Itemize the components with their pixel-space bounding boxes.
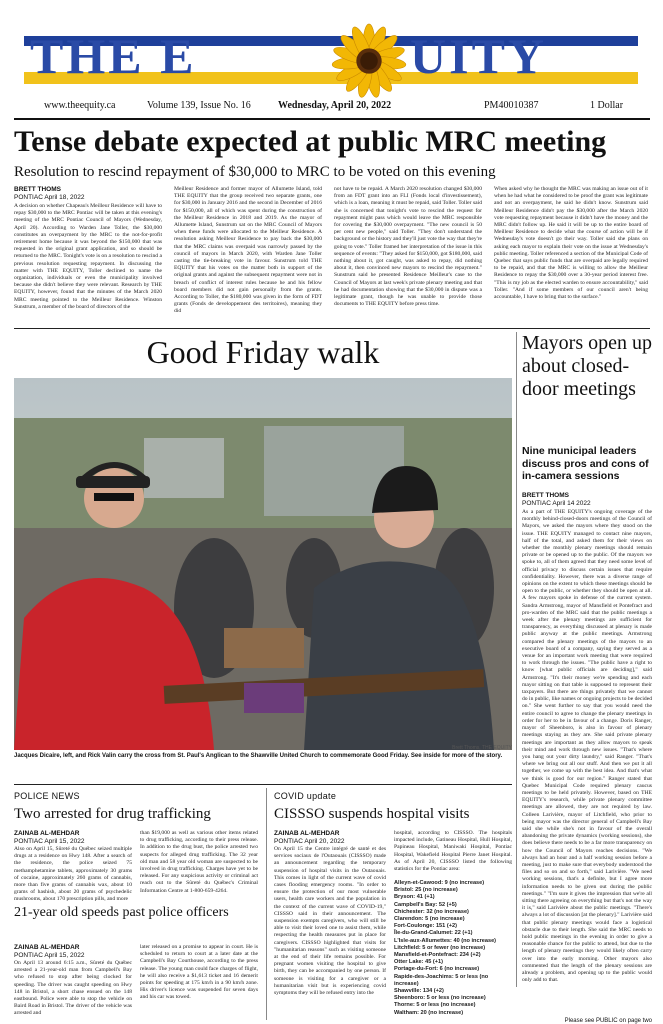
good-friday-photo: [14, 378, 512, 750]
lead-headline: Tense debate expected at public MRC meeting: [14, 125, 607, 158]
lead-column-1: [14, 186, 162, 327]
speed-dateline: PONTIAC April 15, 2022: [14, 952, 85, 959]
stat-line: Otter Lake: 45 (+1): [394, 959, 443, 966]
masthead: [0, 0, 663, 96]
mayors-author: BRETT THOMS: [522, 492, 569, 499]
police-body-1: Also on April 15, Sûreté du Québec seized multiple drugs at a residence on Hwy 148. After a search of the residence, the police seized 75 methamphetamine tablets, approximately 30 grams of cocaine, approximately 260 grams of cannabis, more than five grams of cannabis wax, about 10 grams of hashish, about 20 grams of psychedelic mushrooms, about 170 prescription pills, and more: [14, 846, 132, 903]
stat-line: Campbell's Bay: 52 (+5): [394, 901, 457, 908]
stat-line: Mansfield-et-Pontefract: 234 (+2): [394, 952, 481, 959]
covid-stats-list: [394, 880, 512, 1017]
lead-deck: Resolution to rescind repayment of $30,000 to MRC to be voted on this evening: [14, 164, 496, 180]
issue-info-bar: [0, 96, 663, 116]
stat-line: Alleyn-et-Cawood: 9 (no increase): [394, 880, 485, 886]
speed-headline: 21-year old speeds past police officers: [14, 905, 229, 920]
stat-line: Fort-Coulonge: 151 (+2): [394, 923, 457, 930]
covid-dateline: PONTIAC April 20, 2022: [274, 838, 345, 845]
volume-issue: Volume 139, Issue No. 16: [147, 100, 251, 111]
sidebar-divider: [516, 332, 517, 987]
lower-rule: [14, 784, 512, 785]
lead-body-2: Meilleur Residence and former mayor of Allumette Island, told THE EQUITY that the group received two separate grants, one for $30,000 in January 2016 and the second in December of 2016 for $150,000, all of which was spent during the construction of the Meilleur Residence in 2018 and 2019. As the mayor of Allumette Island, Sunstrum sat on the MRC Council of Mayors when these funds were allocated to the Meilleur Residence. A resolution asking Meilleur Residence to pay back the $30,000 that the MRC claims was overpaid was narrowly passed by the council of mayors in March 2020, with Warden Jane Toller casting the tie-breaking vote in favour. Sunstrum told THE EQUITY that his votes on the matter both in support of the original grants and against the subsequent repayment were not in breach of conflict of interest rules because he and his fellow board members did not gain personally from the grants. According to Toller, the $180,000 was given in the form of FDT grants (Fonds de developpement des territoires), meaning they did: [174, 186, 322, 315]
lead-body-4: When asked why he thought the MRC was making an issue out of it when he had what he considered to be proof the grant was legitimate and not an overpayment, he said he didn't know. Sunstrum said Meilleur Residence didn't pay the $30,000 after the March 2020 vote requesting repayment because it didn't have the money and the MRC didn't follow up. He said it will be up to the entire board of Meilleur Residence to decide what the course of action will be if Wednesday's vote doesn't go their way. Toller said she plans on asking each mayor to explain their vote on the issue at Wednesday's public meeting. Toller referenced a section of the Municipal Code of Quebec that says public funds that are overpaid are legally required to be repaid, and that the MRC is willing to allow the Meilleur Residence to repay the $30,000 over a 30-year period interest free. "This is my job as the elected warden to ensure accountability," said Toller. "And if some members of our council aren't being accountable, I have to bring that to the surface.": [494, 186, 648, 301]
lead-body-3: not have to be repaid. A March 2020 resolution changed $30,000 from an FDT grant into an FLI (Fonds local d'investissement), which is a loan, meaning it must be repaid, said Toller. Toller said she is concerned that tonight's vote to rescind the request for repayment might pass which would leave the MRC responsible for covering the $30,000 overpayment. "The new council is 50 per cent new people," said Toller. "They don't understand the background or the history and they'll just vote the way that they're going to vote." Toller framed her interpretation of the issue in this sequence of events: "They asked for $150,000, got $180,000, said nothing about it, got caught, was asked to repay, did nothing about it, then convinced new mayors to rescind the repayment." Sunstrum said he presented Residence Meilleur's case to the Council of Mayors at last week's private plenary meeting and that he had documentation showing that the $30,000 in dispute was a legitimate grant, though he was unable to provide those documents to THE EQUITY before press time.: [334, 186, 482, 308]
lead-bottom-rule: [14, 328, 650, 329]
site-url[interactable]: www.theequity.ca: [44, 100, 116, 111]
postal-number: PM40010387: [484, 100, 539, 111]
police-body-2: than $19,000 as well as various other items related to drug trafficking, according to their press release. In addition to the drug bust, the police arrested two suspects for alleged drug trafficking. The 32 year old man and 58 year old woman are suspected to be involved in drug trafficking. Charges have yet to be released. For any suspicious activity or criminal act reach out to the Sûreté du Québec's Criminal Information Centre at 1-800-659-4264.: [140, 830, 258, 894]
speed-column-1: [14, 944, 132, 1016]
photo-credit: Brett Thoms, THE EQUITY: [452, 745, 512, 751]
stat-line: Bristol: 25 (no increase): [394, 887, 458, 894]
covid-divider: [266, 788, 267, 1020]
stat-line: Clarendon: 5 (no increase): [394, 916, 465, 923]
police-column-1: [14, 830, 132, 903]
stat-line: Île-du-Grand-Calumet: 22 (+1): [394, 930, 473, 937]
police-headline: Two arrested for drug trafficking: [14, 806, 211, 822]
issue-date: Wednesday, April 20, 2022: [278, 100, 392, 111]
covid-author: ZAINAB AL-MEHDAR: [274, 830, 340, 837]
covid-body-2: hospital, according to CISSSO. The hospitals impacted include, Gatineau Hospital, Hull Hospital, Papineau Hospital, Maniwaki Hospital, Pontiac Hospital, Wakefield Hospital Pierre Janet Hospital. As of April 20, CISSSO listed the following statistics for the Pontiac area:: [394, 830, 512, 873]
covid-section-label: COVID update: [274, 791, 337, 801]
speed-body-1: On April 13 around 6:15 a.m., Sûreté du Québec arrested a 21-year-old man from Campbell's Bay who refused to stop after being clocked for speeding. The driver was caught speeding on Hwy 148 in Bristol, a short chase ensued on the 148 eastbound. Police were able to stop the vehicle on Baird Road in Bristol. The driver of the vehicle was arrested and: [14, 960, 132, 1017]
masthead-title-left: THE E: [30, 28, 197, 84]
stat-line: L'Isle-aux-Allumettes: 40 (no increase): [394, 937, 497, 944]
covid-column-2: [394, 830, 512, 1017]
police-dateline: PONTIAC April 15, 2022: [14, 838, 85, 845]
sunflower-icon: [330, 22, 408, 100]
covid-headline: CISSSO suspends hospital visits: [274, 806, 470, 822]
lead-body-1: A decision on whether Chapeau's Meilleur Residence will have to repay $30,000 to the MRC Pontiac will be taken at this evening's meeting of the MRC Pontiac Council of Mayors (Wednesday, April 20). According to Warden Jane Toller, the $30,000 constitutes an overpayment by the MRC to the not-for-profit retirement home because it was beyond the $150,000 that was requested in the original grant application, and so should be returned to the MRC. Tonight's vote is on a resolution to rescind a previous resolution requesting repayment. In discussing the matter with THE EQUITY, Toller declined to name the organization, individuals or even the municipality involved because she didn't believe they were relevant. Research by THE EQUITY, however, found that the minutes of the March 2020 MRC meeting pointed to the Meilleur Residence. Winston Sunstrum, a member of the board of directors of the: [14, 203, 162, 310]
mayors-dateline: PONTIAC April 14 2022: [522, 500, 591, 507]
mayors-headline: Mayors open up about closed-door meetings: [522, 332, 652, 400]
feature-headline: Good Friday walk: [146, 334, 380, 370]
police-section-label: POLICE NEWS: [14, 791, 80, 801]
masthead-rule: [14, 118, 650, 120]
caption-text: Jacques Dicaire, left, and Rick Valin carry the cross from St. Paul's Anglican to the Shawville United Church to commemorate Good Friday. See inside for more of the story.: [14, 753, 503, 759]
police-author: ZAINAB AL-MEHDAR: [14, 830, 80, 837]
covid-column-1: [274, 830, 386, 1016]
mayors-continue[interactable]: Please see PUBLIC on page two: [564, 1018, 652, 1024]
stat-line: Waltham: 20 (no increase): [394, 1009, 464, 1016]
lead-dateline: PONTIAC April 18, 2022: [14, 194, 85, 201]
stat-line: Chichester: 32 (no increase): [394, 908, 469, 915]
covid-body-1: On April 15 the Centre intégré de santé et des services sociaux de l'Outaouais (CISSSO) made an announcement regarding the temporary suspension of hospital visits in the Outaouais. This comes in light of the current wave of covid cases flooding emergency rooms. "In order to ensure the protection of our most vulnerable users, health care workers and the population in the context of the current wave of COVID-19," CISSSO said in their announcement. The suspension exempts caregivers, who will still be able to visit their loved one to assist them, while respecting the health measures put in place for caregivers. CISSSO highlighted that visits for "humanitarian reasons" such as visiting someone at the end of their life remains possible. For pregnant women visiting the hospital to give birth, they can be accompanied by one person. If someone is visiting for a caregiver or a humanitarian visit but is experiencing covid symptoms they will be refused entry into the: [274, 846, 386, 997]
stat-line: Sheenboro: 5 or less (no increase): [394, 995, 486, 1002]
price: 1 Dollar: [590, 100, 624, 111]
mayors-article: [522, 492, 652, 1024]
lead-author: BRETT THOMS: [14, 186, 61, 193]
mayors-deck: Nine municipal leaders discuss pros and cons of in-camera sessions: [522, 445, 649, 482]
photo-caption: [14, 745, 512, 760]
mayors-body: As a part of THE EQUITY's ongoing coverage of the monthly behind-closed-doors meetings of the Council of Mayors, we asked the mayors where they stood on the issue. THE EQUITY managed to contact nine mayors, half of the total, and asked them for their views on whether the monthly plenary meetings should remain private or be opened up to the public. Of the mayors we spoke to, all of them agreed that they need some level of official privacy to discuss certain issues that require confidentiality. However, there was a diverse range of opinions on the extent to which these meetings should be open to the public, or whether they should be open at all. A few mayors spoke in defense of the current system. Sandra Armstrong, mayor of Mansfield et Pontefract and pro-warden of the MRC said that the public meetings a week after the plenary meetings are sufficient for transparency, as everything discussed at plenary is made public anyway at the public meetings. Armstrong compared the plenary meetings of the mayors to an executive board of a company, saying they served as a venue for an important work meeting that were required to work through the issues. "The public have a right to know [what public officials are deciding]," said Armstrong. "It's their money we're spending and each mayor sitting on that table is supposed to represent their taxpayers. But there are things privately that we cannot do in public, like names or ongoing projects to be decided on." She went further to say that you would need the entire council to agree to change the plenary meetings in order for her to be in favour of a change. Doris Ranger, mayor of Sheenboro, is also in favour of plenary meetings staying as they are. She said private plenary meetings are important as they allow mayors to speak their mind and work through new issues. "That's where you hang out your dirty laundry," said Ranger. "That's where we bring out all our stuff. And then we put it all together, we come up with the best idea. And that's what we think is good for our region." Ranger stated that Quebec Municipal Code required plenary caucus meetings to be held privately. However, based on THE EQUITY's research, while private plenary committee meetings are allowed, they are not required by law. Colleen Larivière, mayor of Litchfield, who prior to being mayor was the director general of Campbell's Bay said she while she's not in favour of the overall abandoning the private dynamics (working sessions), she does believe there needs to be a far more transparency on how the Council of Mayors reaches decisions. "We always had an hour and a half working session before a meeting, just to make sure that everybody understood the files and so on and so forth," said Larivière. "We need working sessions, that's a definite, but I agree more information needs to be given out during the public meetings." "I'm sure it gives the impression that we're all sitting there agreeing on everything but that's not the way it is," said Larivière about the public meetings. "There's always a lot of discussion [at the plenary]." Larivière said that public plenary meetings would face a logistical obstacle due to their length. She said the MRC needs to hold public meetings in the evening in order to give a reasonable chance for the public to attend, but due to the length of plenary meetings they would likely often carry over into the early morning. Other mayors also commented that the length of the plenary sessions are already a problem, and opening up to the public would only add to that.: [522, 509, 652, 984]
masthead-title-right: UITY: [410, 28, 548, 84]
stat-line: Portage-du-Fort: 6 (no increase): [394, 966, 480, 973]
stat-line: Rapide-des-Joachims: 5 or less (no increase): [394, 973, 489, 987]
speed-author: ZAINAB AL-MEHDAR: [14, 944, 80, 951]
stat-line: Bryson: 41 (+1): [394, 894, 435, 901]
stat-line: Thorne: 5 or less (no increase): [394, 1002, 476, 1009]
stat-line: Shawville: 134 (+2): [394, 988, 444, 995]
stat-line: Litchfield: 5 or fewer (no increase): [394, 944, 486, 951]
speed-body-2: later released on a promise to appear in court. He is scheduled to return to court at a later date at the Campbell's Bay Courthouse, according to the press release. The young man could face charges of flight, he will also receive a $1,613 ticket and 16 demerit points for speeding at 175 km/h in a 90 km/h zone. His driver's licence was suspended for seven days and his car was towed.: [140, 944, 258, 1001]
